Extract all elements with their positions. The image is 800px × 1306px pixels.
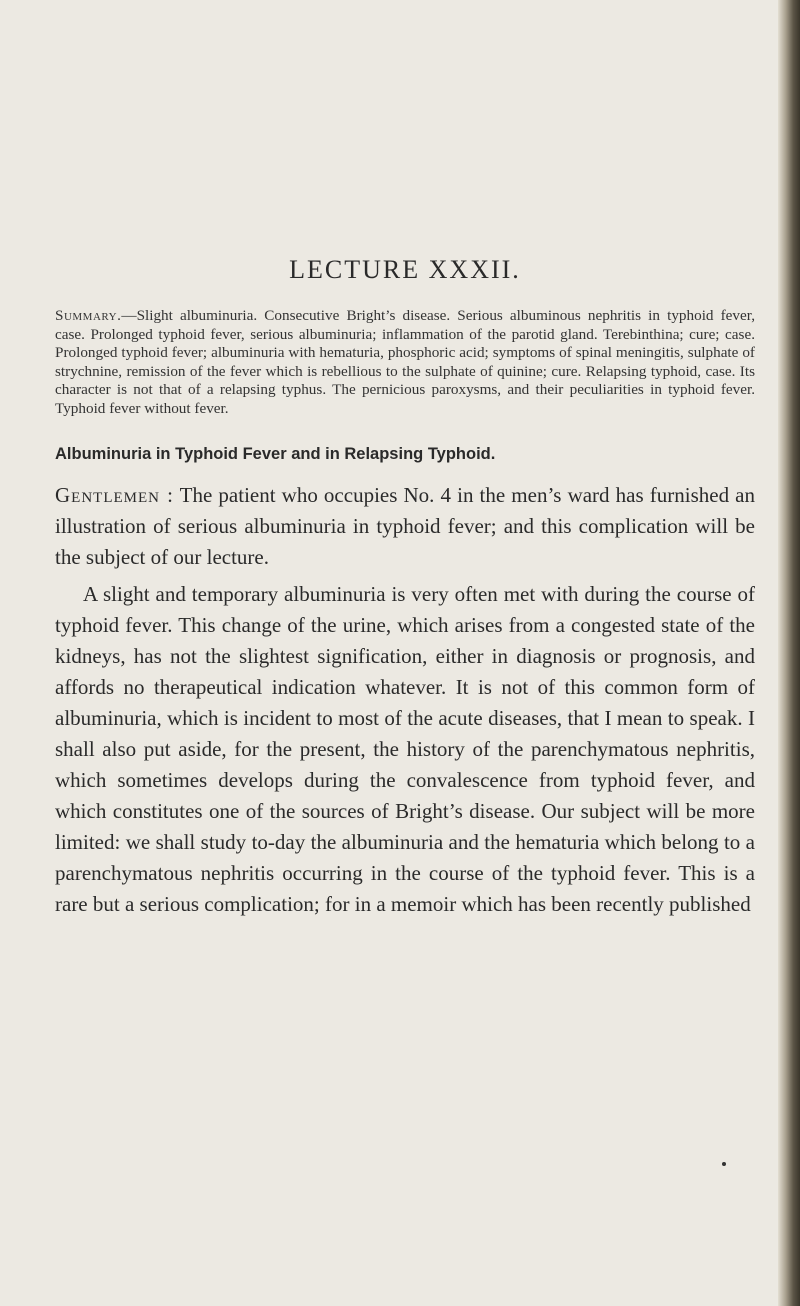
summary-label: Summary.: [55, 307, 122, 324]
body-paragraph-2: A slight and temporary albuminuria is very often met with during the course of typhoid fever. This change of the urine, which arises from a congested state of the kidneys, has not the slightest signification, either in diagnosis or prognosis, and affords no therapeutical indication whatever. It is not of this common form of albuminuria, which is incident to most of the acute diseases, that I mean to speak. I shall also put aside, for the present, the history of the parenchymatous nephritis, which sometimes develops during the convalescence from typhoid fever, and which constitutes one of the sources of Bright’s disease. Our subject will be more limited: we shall study to-day the albuminuria and the hematuria which belong to a parenchymatous nephritis occurring in the course of the typhoid fever. This is a rare but a serious complication; for in a memoir which has been recently published: [55, 581, 755, 916]
paragraph-1-text: The patient who occupies No. 4 in the men’s ward has furnished an illustration of serious albuminuria in typhoid fever; and this complication will be the subject of our lecture.: [55, 482, 755, 569]
salutation: Gentlemen :: [55, 482, 174, 507]
page-mark: [722, 1162, 726, 1166]
lecture-body: [55, 480, 755, 920]
body-paragraph-1: [55, 480, 755, 573]
lecture-summary: [55, 307, 755, 419]
book-spine-shadow: [778, 0, 800, 1306]
book-page: [55, 255, 755, 920]
section-heading: Albuminuria in Typhoid Fever and in Relapsing Typhoid.: [55, 444, 496, 463]
lecture-title: LECTURE XXXII.: [289, 255, 521, 284]
summary-text: —Slight albuminuria. Consecutive Bright’s disease. Serious albuminous nephritis in typhoid fever, case. Prolonged typhoid fever, serious albuminuria; inflammation of the parotid gland. Terebinthina; cure; case. Prolonged typhoid fever; albuminuria with hematuria, phosphoric acid; symptoms of spinal meningitis, sulphate of strychnine, remission of the fever which is rebellious to the sulphate of quinine; cure. Relapsing typhoid, case. Its character is not that of a relapsing typhus. The pernicious paroxysms, and their peculiarities in typhoid fever. Typhoid fever without fever.: [55, 307, 755, 417]
